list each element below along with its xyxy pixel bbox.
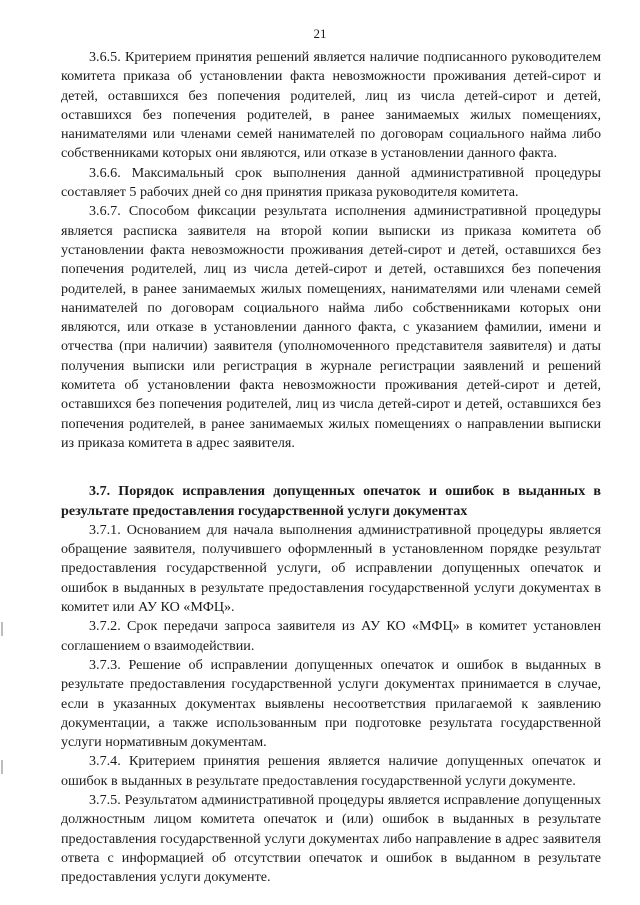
paragraph-3-7-3: 3.7.3. Решение об исправлении допущенных опечаток и ошибок в выданных в результате предоставления государственной услуги документах принимается в случае, если в указанных документах выявлены несоответствия прилагаемой к заявлению документации, а также использованным при подготовке результата государственной услуги нормативным документам. (61, 656, 601, 751)
paragraph-3-7-1: 3.7.1. Основанием для начала выполнения административной процедуры является обращение заявителя, получившего оформленный в установленном порядке результат предоставления государственной услуги, об исправлении допущенных опечаток и ошибок в выданных в результате предоставления государственной услуги документах в комитет или АУ КО «МФЦ». (61, 521, 601, 616)
paragraph-3-6-7: 3.6.7. Способом фиксации результата исполнения административной процедуры является расписка заявителя на второй копии выписки из приказа комитета об установлении факта невозможности проживания детей-сирот и детей, оставшихся без попечения родителей, лиц из числа детей-сирот и детей, оставшихся без попечения родителей, в ранее занимаемых жилых помещениях, нанимателями или членами семей нанимателей по договорам социального найма либо собственниками которых они являются, или отказе в установлении данного факта, с указанием фамилии, имени и отчества (при наличии) заявителя (уполномоченного представителя заявителя) и даты получения выписки или регистрация в журнале регистрации заявлений и решений комитета об установлении факта невозможности проживания детей-сирот и детей, оставшихся без попечения родителей, лиц из числа детей-сирот и детей, оставшихся без попечения родителей, в ранее занимаемых жилых помещениях о направлении выписки из приказа комитета в адрес заявителя. (61, 203, 601, 451)
paragraph-3-7-4: 3.7.4. Критерием принятия решения является наличие допущенных опечаток и ошибок в выданных в результате предоставления государственной услуги документе. (61, 753, 601, 789)
scan-margin-mark (1, 622, 3, 636)
page-number: 21 (313, 26, 327, 41)
document-body (61, 48, 601, 887)
section-heading-3-7: 3.7. Порядок исправления допущенных опечаток и ошибок в выданных в результате предоставления государственной услуги документах (61, 483, 601, 519)
paragraph-3-6-6: 3.6.6. Максимальный срок выполнения данной административной процедуры составляет 5 рабочих дней со дня принятия приказа руководителя комитета. (61, 164, 601, 201)
paragraph-3-7-2: 3.7.2. Срок передачи запроса заявителя из АУ КО «МФЦ» в комитет установлен соглашением о взаимодействии. (61, 618, 601, 654)
paragraph-3-7-5: 3.7.5. Результатом административной процедуры является исправление допущенных должностным лицом комитета опечаток и (или) ошибок в выданных в результате предоставления государственной услуги документах либо направление в адрес заявителя ответа с информацией об отсутствии опечаток и ошибок в выданном в результате предоставления услуги документе. (61, 791, 601, 886)
paragraph-3-6-5: 3.6.5. Критерием принятия решений является наличие подписанного руководителем комитета приказа об установлении факта невозможности проживания детей-сирот и детей, оставшихся без попечения родителей, лиц из числа детей-сирот и детей, оставшихся без попечения родителей, в ранее занимаемых жилых помещениях, нанимателями или членами семей нанимателей по договорам социального найма либо собственниками которых они являются, или отказе в установлении данного факта. (61, 49, 601, 162)
scan-margin-mark (1, 760, 3, 774)
